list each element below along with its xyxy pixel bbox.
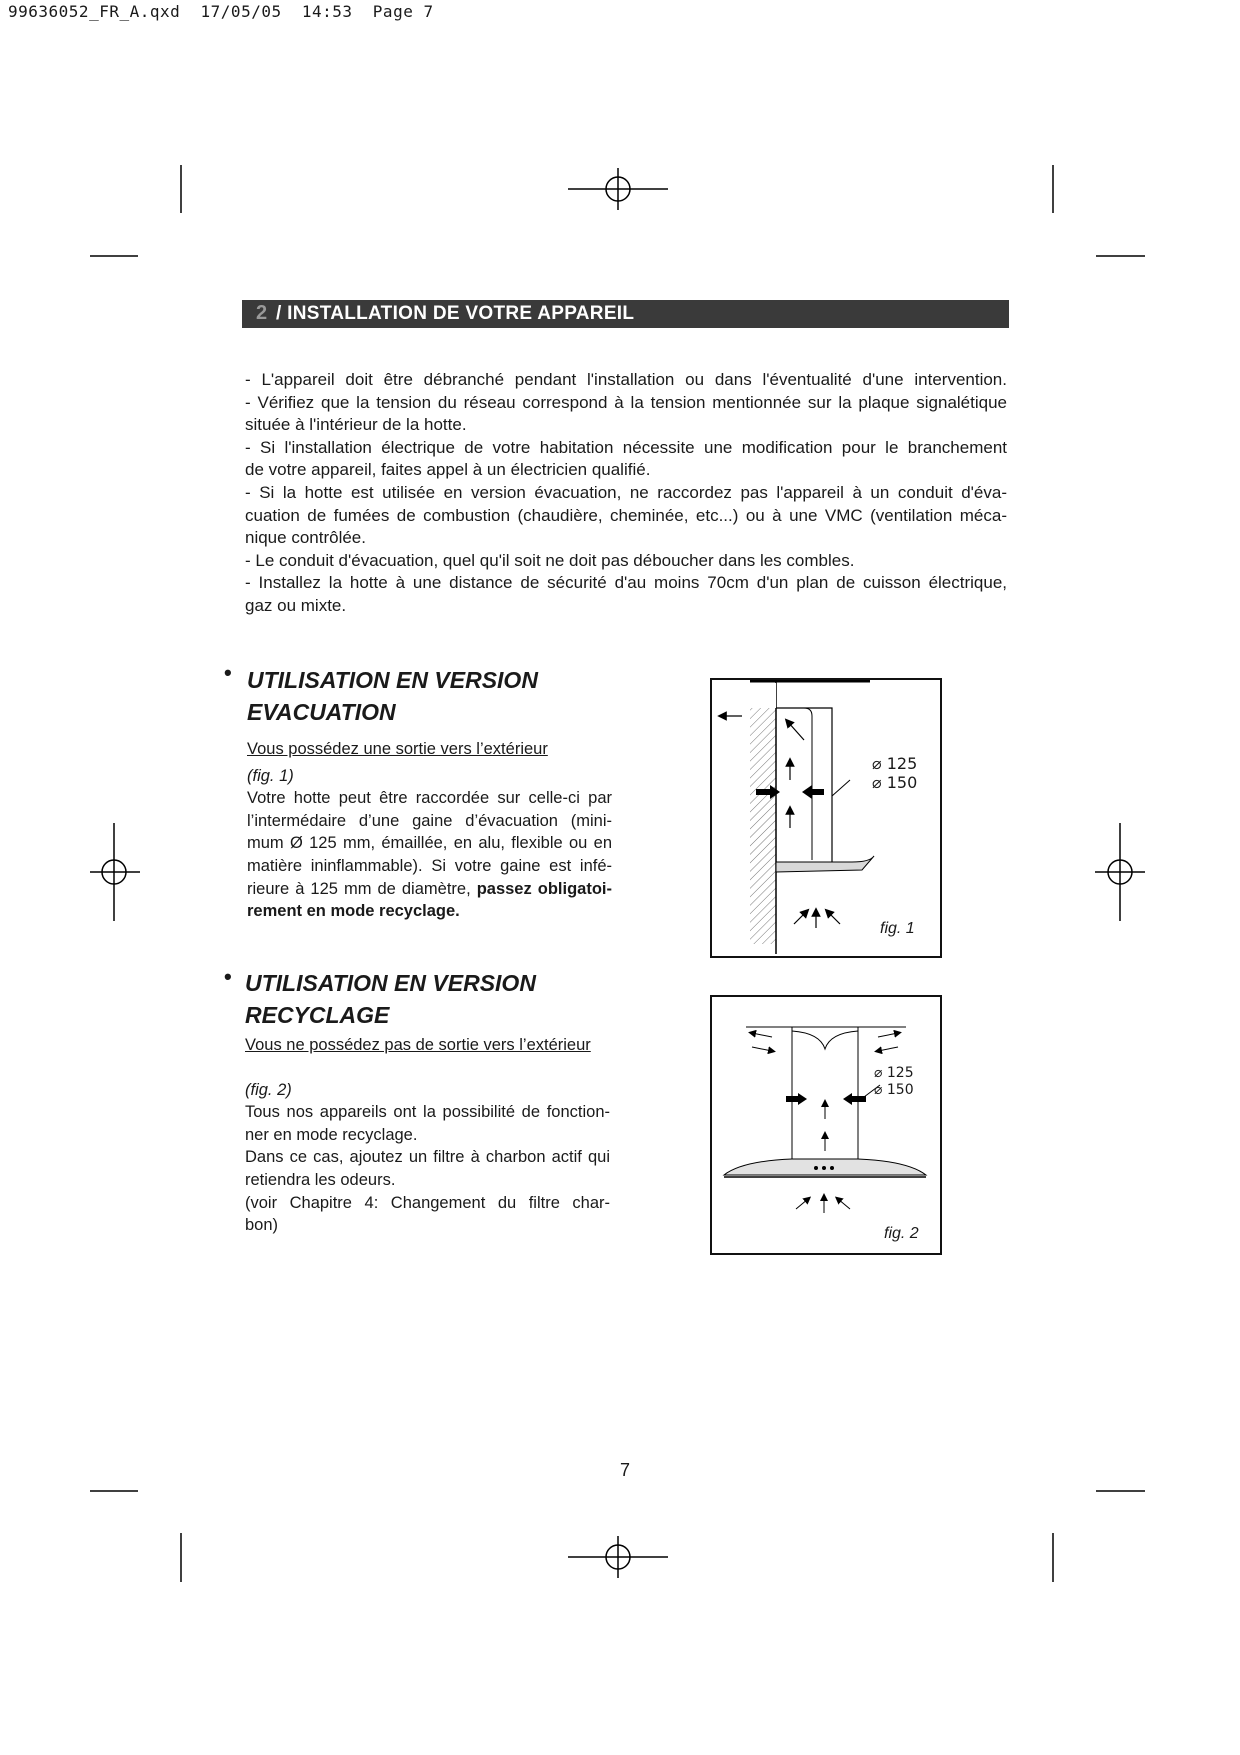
- recyclage-heading-line: RECYCLAGE: [245, 1002, 390, 1028]
- body-line: l’intermédaire d’une gaine d’évacuation (mini-: [247, 811, 612, 830]
- hood-canopy: [776, 856, 874, 872]
- slug-page: Page 7: [372, 2, 434, 21]
- figure-2-drawing: [712, 997, 940, 1253]
- intro-text: [245, 369, 1007, 618]
- evacuation-body: [247, 738, 612, 923]
- bullet: •: [224, 660, 232, 685]
- body-bold-text: passez obligatoi-: [476, 879, 612, 898]
- body-line: retiendra les odeurs.: [245, 1170, 396, 1189]
- intro-line: - Vérifiez que la tension du réseau correspond à la tension mentionnée sur la plaque signalétique: [245, 392, 1007, 412]
- body-text: rieure à 125 mm de diamètre,: [247, 879, 471, 898]
- fig-ref: (fig. 2): [245, 1080, 292, 1099]
- recyclage-heading-line: UTILISATION EN VERSION: [245, 970, 536, 996]
- figure-2-label: fig. 2: [884, 1225, 919, 1242]
- bullet: •: [224, 964, 232, 989]
- intro-line: nique contrôlée.: [245, 528, 366, 548]
- slug-file: 99636052_FR_A.qxd: [8, 2, 181, 21]
- evacuation-heading-line: EVACUATION: [247, 699, 396, 725]
- chimney-outline: [776, 708, 832, 862]
- slug-time: 14:53: [301, 2, 353, 21]
- body-line: Dans ce cas, ajoutez un filtre à charbon actif qui: [245, 1148, 610, 1167]
- diameter-labels: [874, 1065, 914, 1099]
- evacuation-heading: [247, 664, 538, 728]
- recirc-outlet: [792, 1031, 858, 1049]
- arrow-icon: [838, 1199, 850, 1209]
- body-bold-line: rement en mode recyclage.: [247, 902, 460, 921]
- arrow-icon: [796, 1199, 808, 1209]
- control-button-icon: [814, 1166, 818, 1170]
- registration-target-bottom: [568, 1536, 668, 1578]
- intro-line: - Si l'installation électrique de votre habitation nécessite une modification pour le branchement: [245, 437, 1007, 457]
- section-number: 2: [256, 302, 268, 324]
- diameter-arrowhead: [843, 1093, 852, 1105]
- section-header: [242, 300, 1009, 328]
- leader-line: [832, 780, 850, 796]
- recyclage-heading: [245, 967, 536, 1031]
- arrow-icon: [752, 1033, 772, 1037]
- page-number: 7: [620, 1460, 631, 1480]
- diameter-150: ⌀ 150: [874, 1082, 914, 1098]
- body-line: ner en mode recyclage.: [245, 1125, 418, 1144]
- body-line: matière ininflammable). Si votre gaine est infé-: [247, 856, 612, 875]
- arrow-icon: [828, 912, 840, 924]
- body-line: [247, 878, 612, 901]
- diameter-150: ⌀ 150: [872, 773, 918, 792]
- body-line: Votre hotte peut être raccordée sur celle-ci par: [247, 789, 612, 808]
- section-title: / INSTALLATION DE VOTRE APPAREIL: [276, 303, 635, 324]
- registration-target-right: [1095, 823, 1145, 921]
- evacuation-subtitle: Vous possédez une sortie vers l’extérieur: [247, 740, 548, 758]
- body-line: Tous nos appareils ont la possibilité de fonction-: [245, 1103, 610, 1122]
- recyclage-subtitle: Vous ne possédez pas de sortie vers l’extérieur: [245, 1036, 591, 1054]
- intro-line: - Le conduit d'évacuation, quel qu'il soit ne doit pas déboucher dans les combles.: [245, 550, 855, 570]
- recyclage-body: [245, 1034, 610, 1237]
- arrow-icon: [788, 722, 804, 740]
- registration-target-top: [568, 168, 668, 210]
- diameter-125: ⌀ 125: [872, 754, 918, 773]
- control-button-icon: [830, 1166, 834, 1170]
- duct-outline: [776, 708, 812, 860]
- fig-ref: (fig. 1): [247, 766, 294, 785]
- arrow-icon: [878, 1033, 898, 1037]
- duct-opening: [750, 683, 776, 708]
- intro-line: située à l'intérieur de la hotte.: [245, 415, 467, 435]
- diameter-125: ⌀ 125: [874, 1065, 914, 1081]
- body-line: bon): [245, 1216, 279, 1235]
- diameter-arrowhead: [798, 1093, 807, 1105]
- control-button-icon: [822, 1166, 826, 1170]
- figure-1-label: fig. 1: [880, 920, 915, 937]
- diameter-labels: [872, 754, 917, 792]
- intro-line: - L'appareil doit être débranché pendant l'installation ou dans l'éventualité d'une intervention.: [245, 370, 1007, 389]
- figure-1-drawing: [712, 680, 940, 956]
- intro-line: cuation de fumées de combustion (chaudière, cheminée, etc...) ou à une VMC (ventilation méca-: [245, 505, 1007, 525]
- arrow-icon: [752, 1047, 772, 1051]
- slug-date: 17/05/05: [200, 2, 282, 21]
- arrow-icon: [794, 912, 806, 924]
- registration-target-left: [90, 823, 140, 921]
- figure-2: [710, 995, 942, 1255]
- evacuation-heading-line: UTILISATION EN VERSION: [247, 667, 538, 693]
- intro-line: gaz ou mixte.: [245, 595, 347, 615]
- intro-line: - Installez la hotte à une distance de sécurité d'au moins 70cm d'un plan de cuisson électrique,: [245, 573, 1007, 593]
- body-line: mum Ø 125 mm, émaillée, en alu, flexible ou en: [247, 834, 612, 853]
- intro-line: de votre appareil, faites appel à un électricien qualifié.: [245, 460, 651, 480]
- body-line: (voir Chapitre 4: Changement du filtre char-: [245, 1193, 610, 1212]
- figure-1: [710, 678, 942, 958]
- arrow-icon: [878, 1047, 898, 1051]
- intro-line: - Si la hotte est utilisée en version évacuation, ne raccordez pas l'appareil à un conduit d'éva-: [245, 482, 1007, 502]
- diameter-arrowhead: [802, 785, 812, 799]
- wall-hatch: [750, 688, 776, 944]
